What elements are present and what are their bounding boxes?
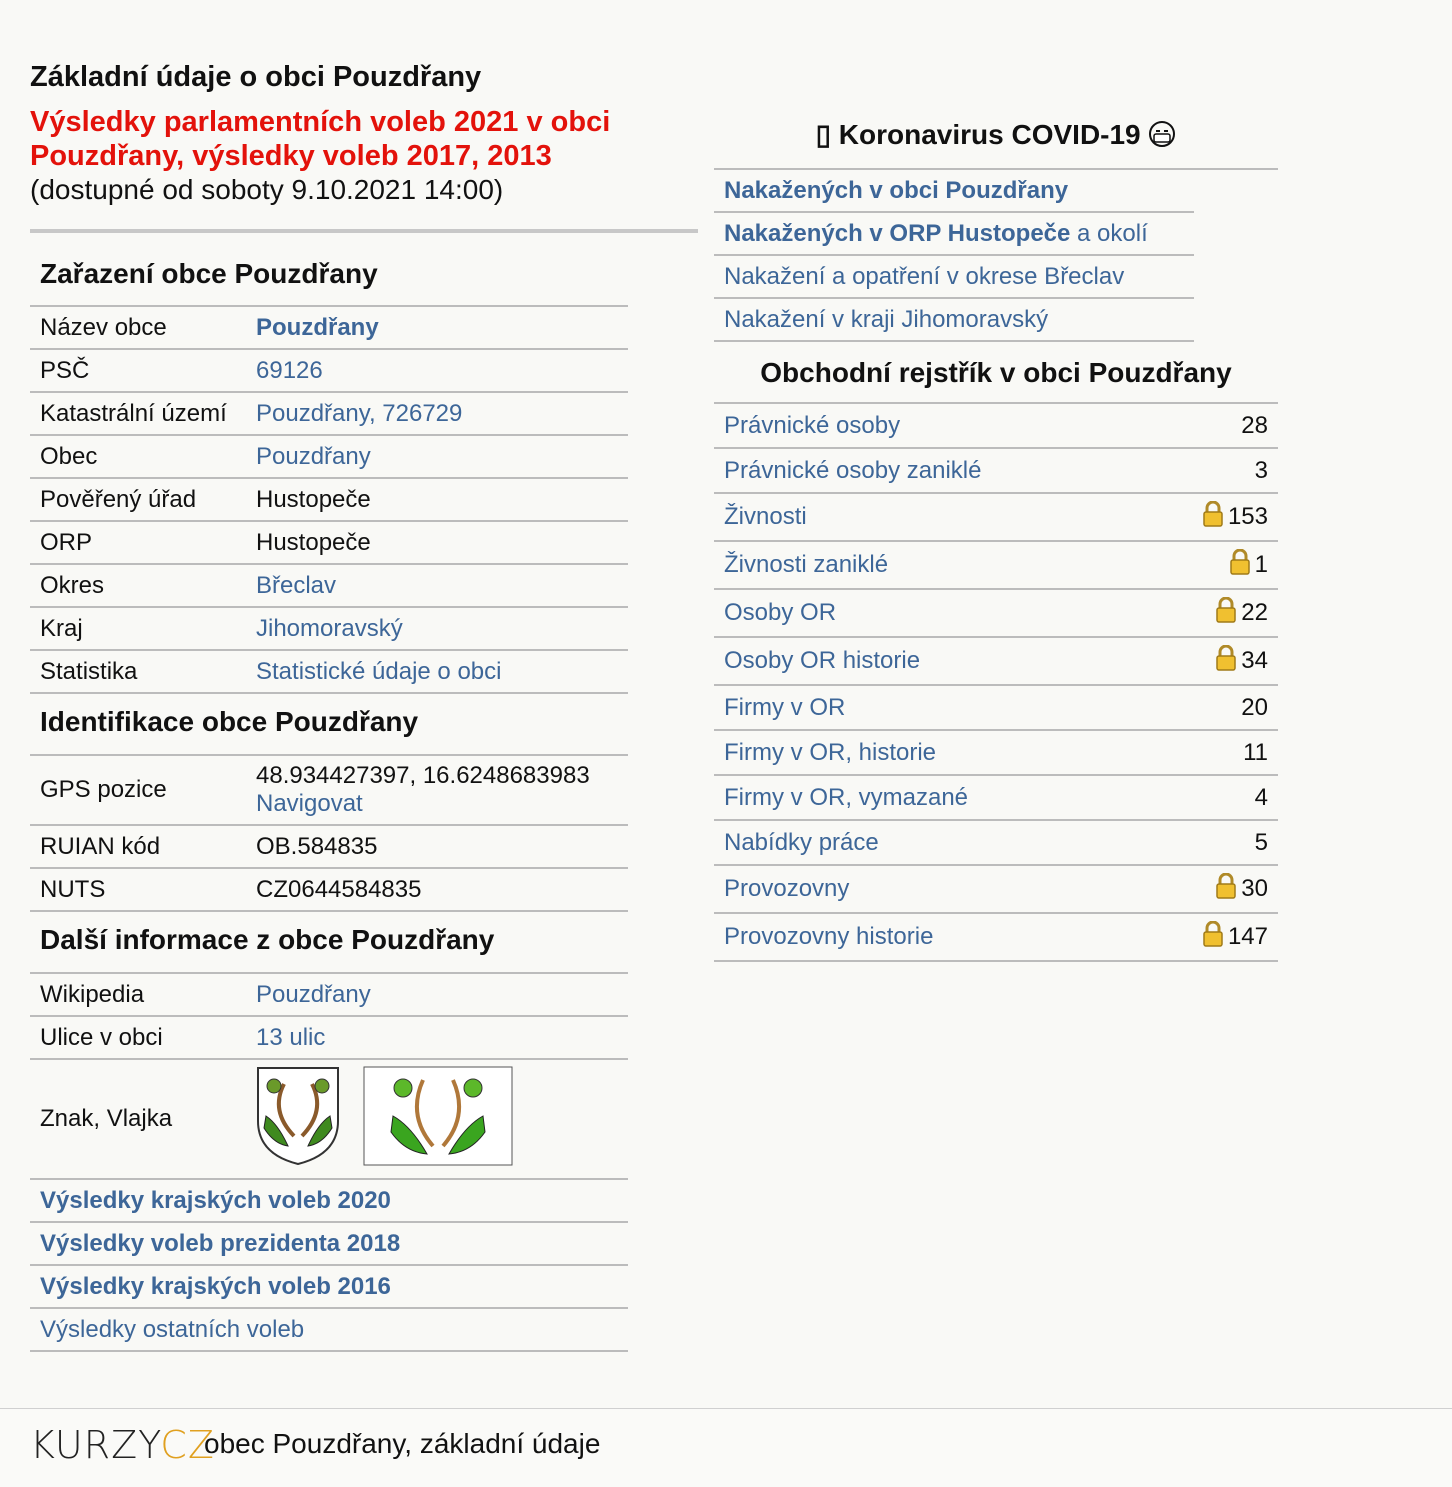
- regional-2020-link[interactable]: Výsledky krajských voleb 2020: [40, 1187, 391, 1214]
- table-row: [30, 607, 628, 650]
- okres-link[interactable]: Břeclav: [256, 571, 337, 599]
- register-count: 5: [1254, 828, 1268, 856]
- table-row: [30, 478, 628, 521]
- register-count: 153: [1227, 502, 1268, 530]
- register-row: [714, 775, 1278, 820]
- register-row: [714, 865, 1278, 913]
- register-row: [714, 730, 1278, 775]
- table-row: [30, 435, 628, 478]
- register-count: 30: [1241, 874, 1268, 902]
- row-label: RUIAN kód: [30, 825, 246, 868]
- lock-icon: [1202, 921, 1224, 954]
- table-row: [30, 1016, 628, 1059]
- row-label: Znak, Vlajka: [30, 1059, 246, 1179]
- right-column: [714, 112, 1278, 962]
- register-row: [714, 637, 1278, 685]
- row-label: Wikipedia: [30, 973, 246, 1016]
- register-row: [714, 448, 1278, 493]
- covid-kraj-link[interactable]: Nakažení v kraji Jihomoravský: [724, 306, 1049, 333]
- section-title-dalsi: Další informace z obce Pouzdřany: [40, 924, 495, 955]
- obec-name-link[interactable]: Pouzdřany: [256, 313, 379, 341]
- wikipedia-link[interactable]: Pouzdřany: [256, 980, 371, 1008]
- row-label: Pověřený úřad: [30, 478, 246, 521]
- dalsi-table: [30, 972, 628, 1180]
- register-count: 147: [1227, 922, 1268, 950]
- statistika-link[interactable]: Statistické údaje o obci: [256, 657, 502, 685]
- covid-title-text: Koronavirus COVID-19: [838, 119, 1141, 150]
- row-label: Kraj: [30, 607, 246, 650]
- table-row: [30, 1059, 628, 1179]
- divider: [30, 229, 698, 233]
- register-row: [714, 685, 1278, 730]
- lock-icon: [1202, 501, 1224, 534]
- register-link[interactable]: Firmy v OR, vymazané: [724, 783, 969, 811]
- table-row: [30, 306, 628, 349]
- covid-links: [714, 170, 1194, 342]
- row-value: Hustopeče: [246, 478, 628, 521]
- flag-image: [363, 1066, 513, 1173]
- covid-okres-link[interactable]: Nakažení a opatření v okrese Břeclav: [724, 263, 1125, 290]
- register-link[interactable]: Firmy v OR: [724, 693, 846, 721]
- register-row: [714, 913, 1278, 961]
- register-count: 22: [1241, 598, 1268, 626]
- register-link[interactable]: Firmy v OR, historie: [724, 738, 937, 766]
- psc-link[interactable]: 69126: [256, 356, 323, 384]
- row-label: Katastrální území: [30, 392, 246, 435]
- katastr-link[interactable]: Pouzdřany, 726729: [256, 399, 463, 427]
- row-label: Obec: [30, 435, 246, 478]
- kraj-link[interactable]: Jihomoravský: [256, 614, 403, 642]
- register-row: [714, 493, 1278, 541]
- table-row: [30, 349, 628, 392]
- logo-suffix: CZ: [160, 1423, 215, 1467]
- elections-list: [30, 1180, 628, 1352]
- register-count: 4: [1254, 783, 1268, 811]
- register-link[interactable]: Provozovny: [724, 875, 850, 902]
- row-label: NUTS: [30, 868, 246, 911]
- register-link[interactable]: Živnosti zaniklé: [724, 551, 889, 578]
- row-value: CZ0644584835: [246, 868, 628, 911]
- placeholder-glyph-icon: ▯: [815, 119, 831, 150]
- gps-value: 48.934427397, 16.6248683983: [256, 762, 590, 789]
- register-link[interactable]: Osoby OR historie: [724, 647, 921, 674]
- table-row: [30, 755, 628, 825]
- register-count: 11: [1243, 738, 1268, 766]
- election-results-link[interactable]: Výsledky parlamentních voleb 2021 v obci Pouzdřany, výsledky voleb 2017, 2013: [30, 106, 611, 172]
- lock-icon: [1215, 873, 1237, 906]
- row-label: PSČ: [30, 349, 246, 392]
- table-row: [30, 392, 628, 435]
- row-label: Ulice v obci: [30, 1016, 246, 1059]
- lock-icon: [1229, 549, 1251, 582]
- register-count: 1: [1254, 550, 1268, 578]
- kurzy-logo[interactable]: [30, 1423, 215, 1467]
- row-value: Hustopeče: [246, 521, 628, 564]
- row-label: Okres: [30, 564, 246, 607]
- president-2018-link[interactable]: Výsledky voleb prezidenta 2018: [40, 1230, 401, 1257]
- coat-of-arms-image: [256, 1066, 340, 1173]
- covid-orp-link[interactable]: Nakažených v ORP Hustopeče: [724, 220, 1071, 247]
- covid-obec-link[interactable]: Nakažených v obci Pouzdřany: [724, 177, 1069, 204]
- table-row: [30, 973, 628, 1016]
- table-row: [30, 650, 628, 693]
- register-row: [714, 820, 1278, 865]
- footer: [0, 1408, 1452, 1487]
- register-link[interactable]: Nabídky práce: [724, 828, 879, 856]
- register-count: 3: [1254, 456, 1268, 484]
- row-value: OB.584835: [246, 825, 628, 868]
- other-elections-link[interactable]: Výsledky ostatních voleb: [40, 1316, 305, 1343]
- page-title: Základní údaje o obci Pouzdřany: [30, 61, 482, 93]
- navigate-link[interactable]: Navigovat: [256, 790, 363, 817]
- rejstrik-table: [714, 404, 1278, 962]
- covid-title: [714, 112, 1278, 170]
- table-row: [30, 564, 628, 607]
- left-column: [30, 55, 698, 1352]
- availability-note: (dostupné od soboty 9.10.2021 14:00): [30, 174, 504, 205]
- row-label: ORP: [30, 521, 246, 564]
- logo-main: KURZY: [30, 1423, 161, 1467]
- row-label: Název obce: [30, 306, 246, 349]
- footer-text: obec Pouzdřany, základní údaje: [204, 1428, 601, 1459]
- face-mask-icon: [1148, 116, 1176, 162]
- lock-icon: [1215, 597, 1237, 630]
- table-row: [30, 825, 628, 868]
- section-title-identifikace: Identifikace obce Pouzdřany: [40, 706, 419, 737]
- register-link[interactable]: Provozovny historie: [724, 923, 934, 950]
- row-label: GPS pozice: [30, 755, 246, 825]
- register-count: 20: [1241, 693, 1268, 721]
- table-row: [30, 521, 628, 564]
- register-count: 28: [1241, 411, 1268, 439]
- register-link[interactable]: Právnické osoby: [724, 411, 901, 439]
- table-row: [30, 868, 628, 911]
- row-label: Statistika: [30, 650, 246, 693]
- section-title-zarazeni: Zařazení obce Pouzdřany: [40, 258, 378, 289]
- covid-orp-suffix[interactable]: a okolí: [1070, 220, 1148, 247]
- register-row: [714, 541, 1278, 589]
- rejstrik-title: Obchodní rejstřík v obci Pouzdřany: [714, 342, 1278, 404]
- obec-link[interactable]: Pouzdřany: [256, 442, 371, 470]
- register-link[interactable]: Právnické osoby zaniklé: [724, 456, 982, 484]
- zarazeni-table: [30, 305, 628, 694]
- streets-link[interactable]: 13 ulic: [256, 1023, 326, 1051]
- register-link[interactable]: Osoby OR: [724, 599, 837, 626]
- register-row: [714, 404, 1278, 448]
- register-count: 34: [1241, 646, 1268, 674]
- register-row: [714, 589, 1278, 637]
- register-link[interactable]: Živnosti: [724, 503, 807, 530]
- regional-2016-link[interactable]: Výsledky krajských voleb 2016: [40, 1273, 391, 1300]
- lock-icon: [1215, 645, 1237, 678]
- identifikace-table: [30, 754, 628, 912]
